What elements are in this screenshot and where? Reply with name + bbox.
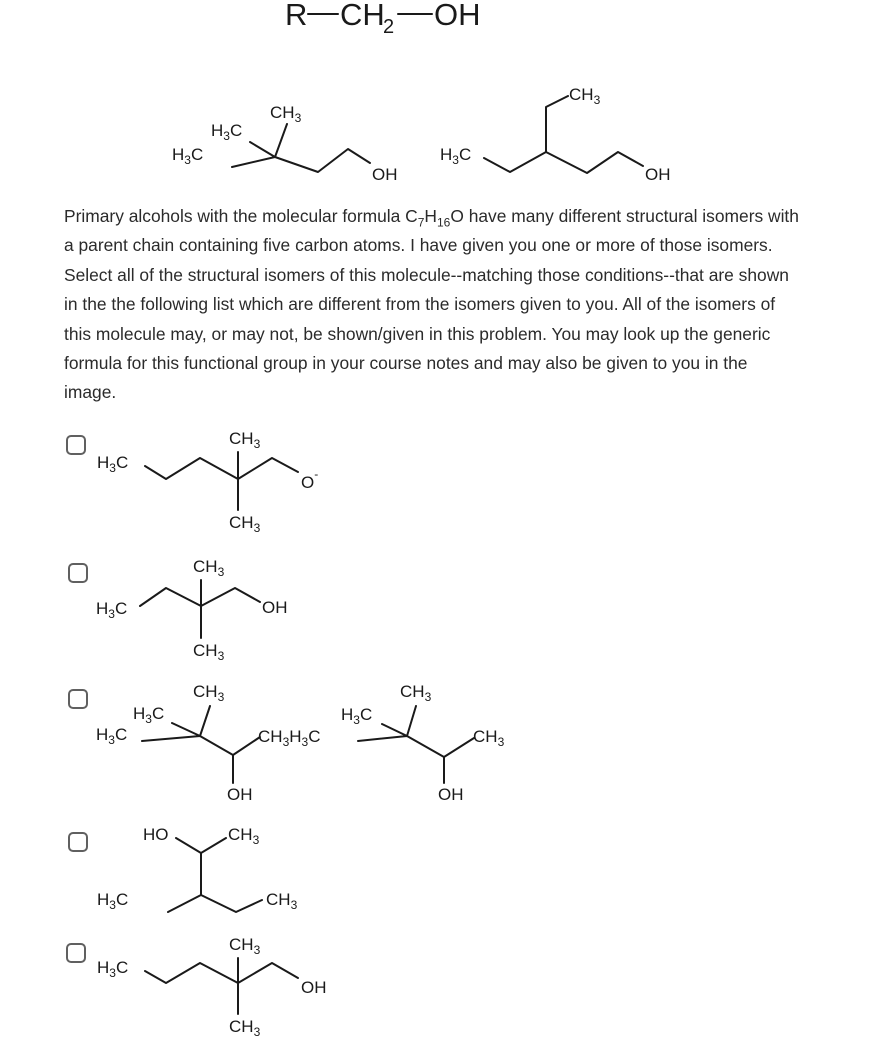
oh-label: OH	[645, 165, 671, 184]
ho-label: HO	[143, 825, 169, 844]
given-isomer-1-bonds	[232, 124, 370, 172]
option-2-bonds	[140, 580, 260, 638]
formula-ch2-sub: 2	[383, 16, 395, 38]
option-3-checkbox[interactable]	[68, 689, 88, 709]
ch3-top-label: $CH_3$	[228, 825, 260, 847]
ch3-b-top-label: $CH_3$	[400, 682, 432, 704]
o-label: O-	[301, 467, 319, 492]
option-4-checkbox[interactable]	[68, 832, 88, 852]
h3c-label: $H_3C$	[96, 599, 128, 621]
ch3-b-right-label: $CH_3$	[473, 727, 505, 749]
ch3-bottom-label: $CH_3$	[229, 513, 261, 535]
option-4-structure	[97, 825, 298, 912]
oh-label: OH	[372, 165, 398, 184]
h3c-upper-label: $H_3C$	[211, 121, 243, 143]
h3c-label: $H_3C$	[440, 145, 472, 167]
option-4-bonds	[168, 838, 262, 912]
option-3-structure	[96, 682, 505, 804]
given-isomer-1	[172, 103, 398, 184]
oh-label: OH	[301, 978, 327, 997]
h3c-b-label: $H_3C$	[341, 705, 373, 727]
option-2-structure	[96, 557, 288, 663]
formula-oh: OH	[434, 0, 481, 32]
formula-ch: CH	[340, 0, 385, 32]
ch3h3c-label: $CH_3H_3C$	[258, 727, 321, 749]
ch3-bottom-label: $CH_3$	[229, 1017, 261, 1039]
h3c-label: $H_3C$	[97, 958, 129, 980]
oh-a-label: OH	[227, 785, 253, 804]
option-5-bonds	[145, 958, 298, 1014]
oh-b-label: OH	[438, 785, 464, 804]
given-isomer-2-bonds	[484, 96, 643, 173]
h3c-a1-label: $H_3C$	[133, 704, 165, 726]
ch3-top-label: $CH_3$	[229, 935, 261, 957]
h3c-a2-label: $H_3C$	[96, 725, 128, 747]
h3c-label: $H_3C$	[97, 453, 129, 475]
option-5-structure	[97, 935, 327, 1039]
option-3-molecule-b-bonds	[358, 706, 474, 783]
ch3-top-label: $CH_3$	[193, 557, 225, 579]
option-5-checkbox[interactable]	[66, 943, 86, 963]
option-1-structure	[97, 429, 318, 535]
given-isomer-2	[440, 85, 671, 184]
ch3-right-label: $CH_3$	[266, 890, 298, 912]
option-2-checkbox[interactable]	[68, 563, 88, 583]
option-1-bonds	[145, 452, 298, 510]
ch3-top-label: $CH_3$	[569, 85, 601, 107]
ch3-top-label: $CH_3$	[270, 103, 302, 125]
h3c-label: $H_3C$	[97, 890, 129, 912]
ch3-bottom-label: $CH_3$	[193, 641, 225, 663]
question-text: Primary alcohols with the molecular formula $C_7H_{16}O$ have many different structural isomers with a parent chain containing five carbon atoms. I have given you one or more of those isomers. Select all of the structural isomers of this molecule--matching those conditions--that are shown in the the following list which are different from the isomers given to you. All of the isomers of this molecule may, or may not, be shown/given in this problem. You may look up the generic formula for this functional group in your course notes and may also be given to you in the image.	[64, 206, 799, 403]
formula-r: R	[285, 0, 308, 32]
h3c-lower-label: $H_3C$	[172, 145, 204, 167]
oh-label: OH	[262, 598, 288, 617]
ch3-a-top-label: $CH_3$	[193, 682, 225, 704]
generic-formula	[285, 0, 481, 38]
option-1-checkbox[interactable]	[66, 435, 86, 455]
ch3-top-label: $CH_3$	[229, 429, 261, 451]
